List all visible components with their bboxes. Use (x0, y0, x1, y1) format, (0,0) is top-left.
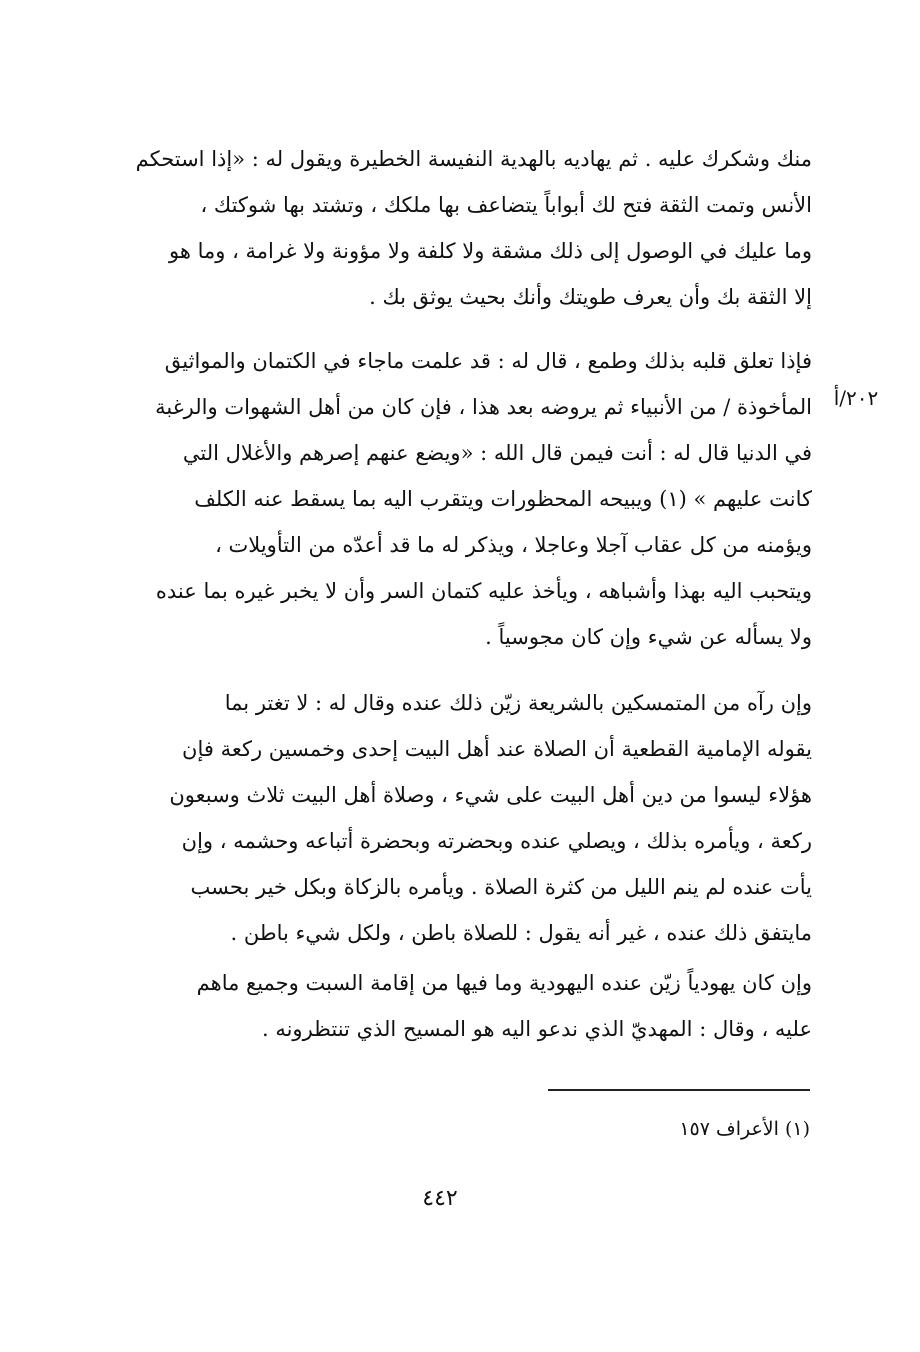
text-line: الأنس وتمت الثقة فتح لك أبواباً يتضاعف بها ملكك ، وتشتد بها شوكتك ، (200, 193, 812, 217)
text-line: ويؤمنه من كل عقاب آجلا وعاجلا ، ويذكر له ما قد أعدّه من التأويلات ، (215, 533, 812, 557)
text-line: كانت عليهم » (١) ويبيحه المحظورات ويتقرب اليه بما يسقط عنه الكلف (194, 487, 812, 511)
text-line: وإن كان يهودياً زيّن عنده اليهودية وما فيها من إقامة السبت وجميع ماهم (196, 971, 812, 995)
text-line: هؤلاء ليسوا من دين أهل البيت على شيء ، وصلاة أهل البيت ثلاث وسبعون (169, 783, 812, 807)
text-line: مايتفق ذلك عنده ، غير أنه يقول : للصلاة باطن ، ولكل شيء باطن . (230, 921, 812, 945)
paragraph-3 (120, 680, 812, 956)
paragraph-2 (120, 338, 812, 660)
text-line: يقوله الإمامية القطعية أن الصلاة عند أهل البيت إحدى وخمسين ركعة فإن (182, 737, 812, 761)
text-line: عليه ، وقال : المهديّ الذي ندعو اليه هو المسيح الذي تنتظرونه . (261, 1017, 812, 1041)
footnote: (١) الأعراف ١٥٧ (679, 1118, 810, 1140)
margin-folio-reference: ٢٠٢/أ (833, 386, 879, 410)
text-line: منك وشكرك عليه . ثم يهاديه بالهدية النفيسة الخطيرة ويقول له : «إذا استحكم (135, 147, 812, 171)
text-line: في الدنيا قال له : أنت فيمن قال الله : «ويضع عنهم إصرهم والأغلال التي (182, 441, 812, 465)
text-line: إلا الثقة بك وأن يعرف طويتك وأنك بحيث يوثق بك . (369, 285, 812, 309)
text-line: وما عليك في الوصول إلى ذلك مشقة ولا كلفة ولا مؤونة ولا غرامة ، وما هو (169, 239, 812, 263)
text-line: المأخوذة / من الأنبياء ثم يروضه بعد هذا ، فإن كان من أهل الشهوات والرغبة (155, 395, 812, 419)
text-line: يأت عنده لم ينم الليل من كثرة الصلاة . ويأمره بالزكاة وبكل خير بحسب (190, 875, 812, 899)
text-line: وإن رآه من المتمسكين بالشريعة زيّن ذلك عنده وقال له : لا تغتر بما (224, 691, 812, 715)
text-line: ولا يسأله عن شيء وإن كان مجوسياً . (485, 625, 812, 649)
text-line: ويتحبب اليه بهذا وأشباهه ، ويأخذ عليه كتمان السر وأن لا يخبر غيره بما عنده (155, 579, 812, 603)
footnote-divider (548, 1089, 810, 1091)
text-line: ركعة ، ويأمره بذلك ، ويصلي عنده وبحضرته وبحضرة أتباعه وحشمه ، وإن (181, 829, 812, 853)
paragraph-4 (120, 960, 812, 1052)
page-number: ٤٤٢ (422, 1186, 458, 1211)
paragraph-1 (120, 136, 812, 320)
text-line: فإذا تعلق قلبه بذلك وطمع ، قال له : قد علمت ماجاء في الكتمان والمواثيق (164, 349, 812, 373)
